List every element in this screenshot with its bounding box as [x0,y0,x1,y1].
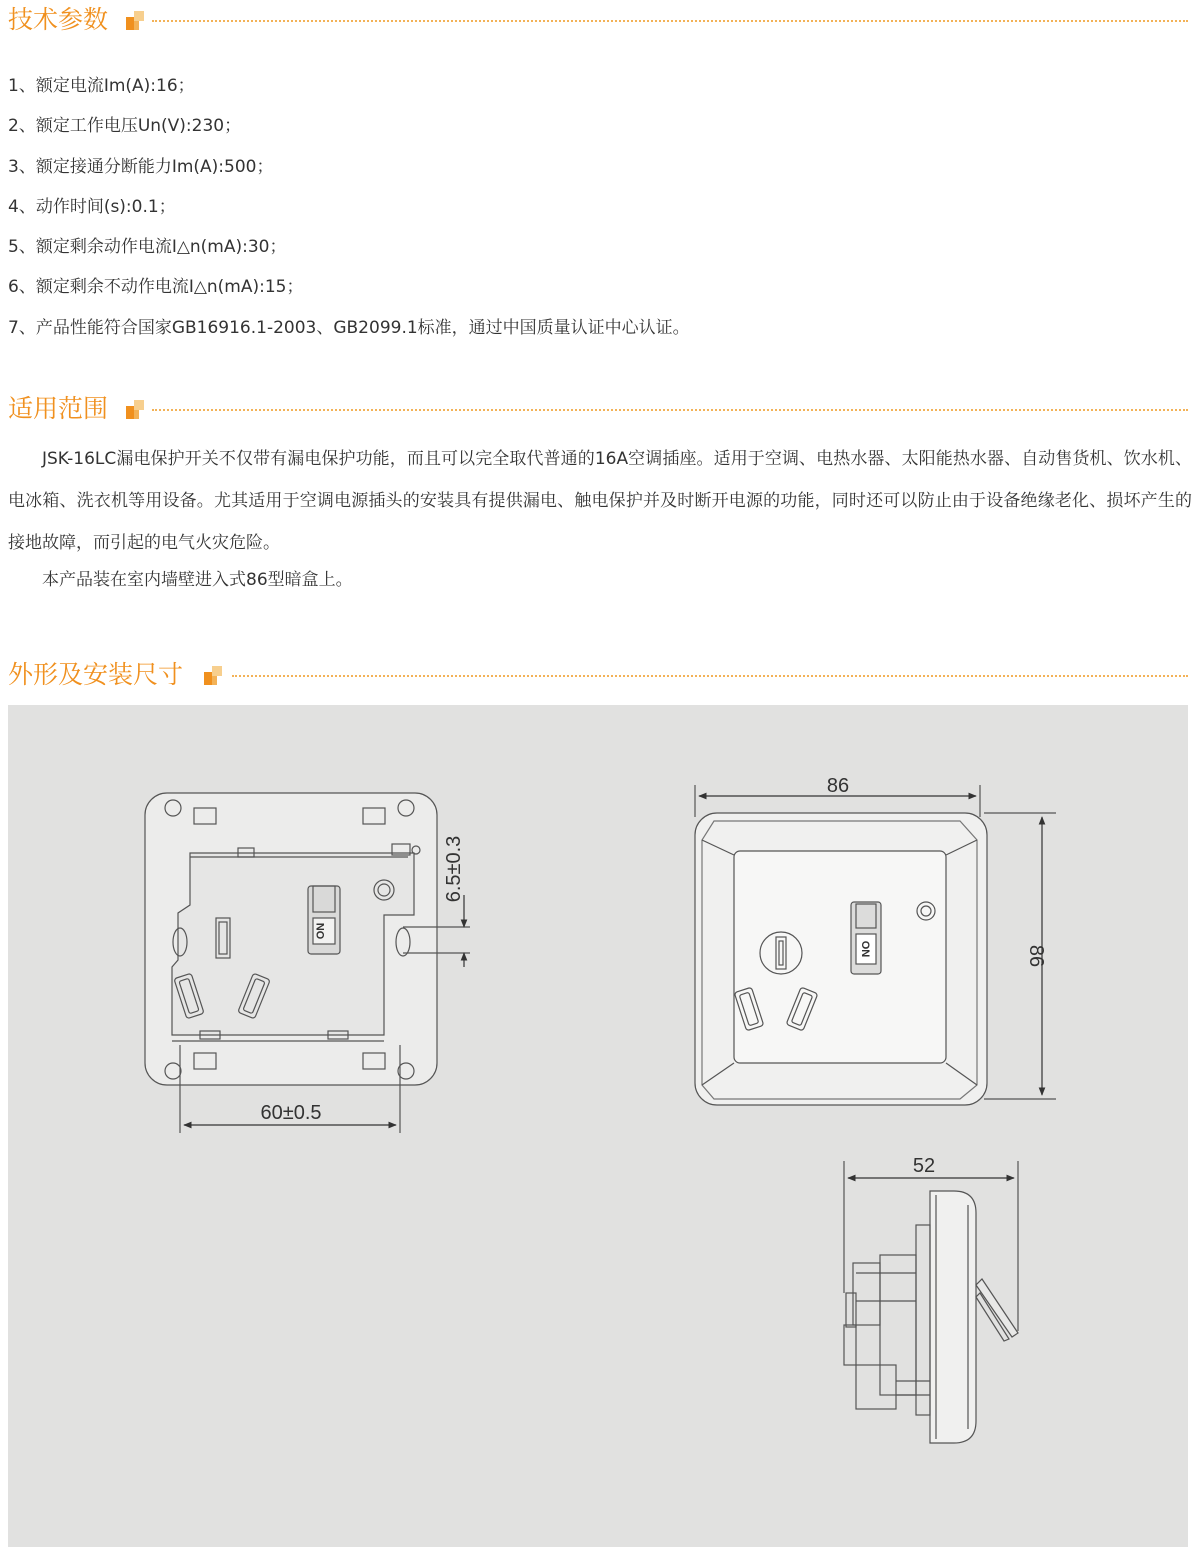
dim-label-depth: 52 [912,1155,936,1177]
dotted-divider [152,409,1188,411]
dimension-drawing-panel [8,705,1188,1547]
spec-item: 7、产品性能符合国家GB16916.1-2003、GB2099.1标准，通过中国质量认证中心认证。 [8,317,690,338]
dotted-divider [232,675,1188,677]
section-title-specs: 技术参数 [8,5,109,34]
scope-paragraph-1: JSK-16LC漏电保护开关不仅带有漏电保护功能，而且可以完全取代普通的16A空调插座。适用于空调、电热水器、太阳能热水器、自动售货机、饮水机、电冰箱、洗衣机等用设备。尤其适用于空调电源插头的安装具有提供漏电、触电保护并及时断开电源的功能，同时还可以防止由于设备绝缘老化、损坏产生的接地故障，而引起的电气火灾危险。 [8,449,1192,553]
spec-list [8,66,690,348]
switch-label-back: ON [315,922,327,940]
spec-item: 1、额定电流Im(A):16； [8,76,195,96]
side-view-drawing [844,1161,1018,1443]
spec-item: 4、动作时间(s):0.1； [8,196,176,217]
spec-item: 6、额定剩余不动作电流I△n(mA):15； [8,277,304,298]
back-view-drawing [145,793,470,1133]
orange-squares-icon [126,397,148,419]
spec-item: 2、额定工作电压Un(V):230； [8,116,242,137]
section-header-specs [0,0,1200,40]
dim-label-offset: 6.5±0.3 [443,835,465,903]
dimension-drawings [8,705,1188,1547]
front-view-drawing [695,785,1056,1105]
dim-label-front-height: 86 [1025,944,1047,968]
orange-squares-icon [204,663,226,685]
dotted-divider [152,20,1188,22]
dim-label-front-width: 86 [826,775,850,797]
section-header-dimensions [0,655,1200,695]
scope-paragraph-2: 本产品装在室内墙壁进入式86型暗盒上。 [42,570,353,590]
spec-item: 3、额定接通分断能力Im(A):500； [8,156,274,177]
dim-label-mount-width: 60±0.5 [260,1102,322,1124]
spec-item: 5、额定剩余动作电流I△n(mA):30； [8,237,287,258]
orange-squares-icon [126,8,148,30]
section-title-scope: 适用范围 [8,394,109,423]
section-title-dimensions: 外形及安装尺寸 [8,660,184,689]
switch-label-front: ON [859,940,871,958]
section-header-scope [0,389,1200,429]
